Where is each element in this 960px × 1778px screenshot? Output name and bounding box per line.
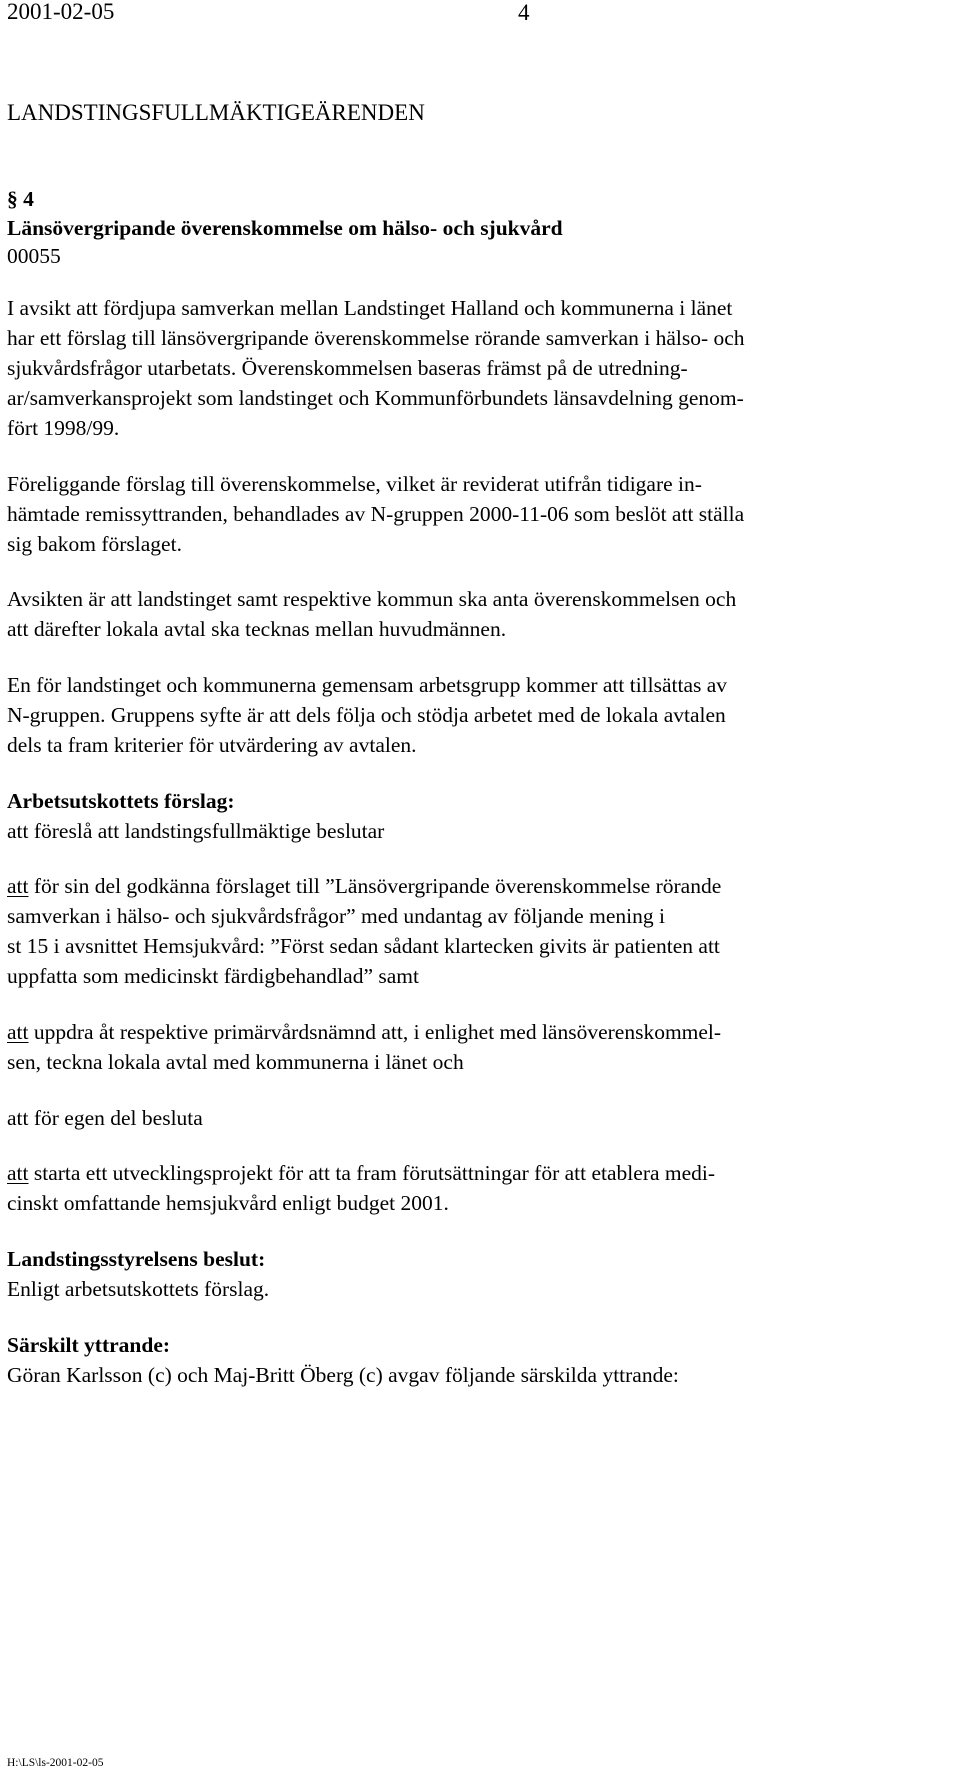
paragraph-4-line-1: En för landstinget och kommunerna gemensam arbetsgrupp kommer att tillsättas av (7, 673, 728, 697)
att-keyword: att (7, 1161, 29, 1185)
proposal-item-4-text: starta ett utvecklingsprojekt för att ta fram förutsättningar för att etablera medi- (28, 1161, 716, 1185)
proposal-item-4-line-1 (7, 1163, 715, 1185)
proposal-item-2-text: uppdra åt respektive primärvårdsnämnd att, i enlighet med länsöverenskommel- (28, 1020, 722, 1044)
paragraph-1-line-2: har ett förslag till länsövergripande överenskommelse rörande samverkan i hälso- och (7, 326, 745, 350)
item-number: § 4 (7, 187, 34, 211)
section-title: LANDSTINGSFULLMÄKTIGEÄRENDEN (7, 100, 425, 125)
header-date: 2001-02-05 (7, 0, 115, 24)
proposal-heading: Arbetsutskottets förslag: (7, 789, 235, 813)
paragraph-3-line-2: att därefter lokala avtal ska tecknas mellan huvudmännen. (7, 617, 507, 641)
proposal-item-1-line-3: st 15 i avsnittet Hemsjukvård: ”Först sedan sådant klartecken givits är patienten att (7, 934, 720, 958)
att-keyword: att (7, 874, 29, 898)
decision-heading: Landstingsstyrelsens beslut: (7, 1247, 266, 1271)
paragraph-1-line-1: I avsikt att fördjupa samverkan mellan Landstinget Halland och kommunerna i länet (7, 296, 733, 320)
proposal-item-4-line-2: cinskt omfattande hemsjukvård enligt budget 2001. (7, 1191, 449, 1215)
proposal-item-3: att för egen del besluta (7, 1106, 203, 1130)
paragraph-4-line-3: dels ta fram kriterier för utvärdering av avtalen. (7, 733, 417, 757)
statement-text: Göran Karlsson (c) och Maj-Britt Öberg (c) avgav följande särskilda yttrande: (7, 1363, 679, 1387)
proposal-item-2-line-2: sen, teckna lokala avtal med kommunerna i länet och (7, 1050, 464, 1074)
paragraph-4-line-2: N-gruppen. Gruppens syfte är att dels följa och stödja arbetet med de lokala avtalen (7, 703, 726, 727)
proposal-item-1-line-1 (7, 876, 721, 898)
paragraph-1-line-5: fört 1998/99. (7, 416, 120, 440)
att-keyword: att (7, 1020, 29, 1044)
paragraph-1-line-4: ar/samverkansprojekt som landstinget och Kommunförbundets länsavdelning genom- (7, 386, 744, 410)
header-page-number: 4 (518, 0, 530, 25)
proposal-item-1-line-4: uppfatta som medicinskt färdigbehandlad” samt (7, 964, 419, 988)
paragraph-2-line-1: Föreliggande förslag till överenskommelse, vilket är reviderat utifrån tidigare in- (7, 472, 702, 496)
statement-heading: Särskilt yttrande: (7, 1333, 171, 1357)
proposal-item-2-line-1 (7, 1022, 721, 1044)
paragraph-2-line-3: sig bakom förslaget. (7, 532, 182, 556)
item-reference: 00055 (7, 244, 61, 268)
decision-text: Enligt arbetsutskottets förslag. (7, 1277, 270, 1301)
paragraph-1-line-3: sjukvårdsfrågor utarbetats. Överenskommelsen baseras främst på de utredning- (7, 356, 688, 380)
proposal-intro: att föreslå att landstingsfullmäktige beslutar (7, 819, 385, 843)
item-title: Länsövergripande överenskommelse om hälso- och sjukvård (7, 216, 563, 240)
paragraph-3-line-1: Avsikten är att landstinget samt respektive kommun ska anta överenskommelsen och (7, 587, 737, 611)
proposal-item-1-line-2: samverkan i hälso- och sjukvårdsfrågor” med undantag av följande mening i (7, 904, 665, 928)
proposal-item-1-text: för sin del godkänna förslaget till ”Länsövergripande överenskommelse rörande (28, 874, 722, 898)
footer-path: H:\LS\ls-2001-02-05 (7, 1757, 104, 1769)
paragraph-2-line-2: hämtade remissyttranden, behandlades av N-gruppen 2000-11-06 som beslöt att ställa (7, 502, 745, 526)
